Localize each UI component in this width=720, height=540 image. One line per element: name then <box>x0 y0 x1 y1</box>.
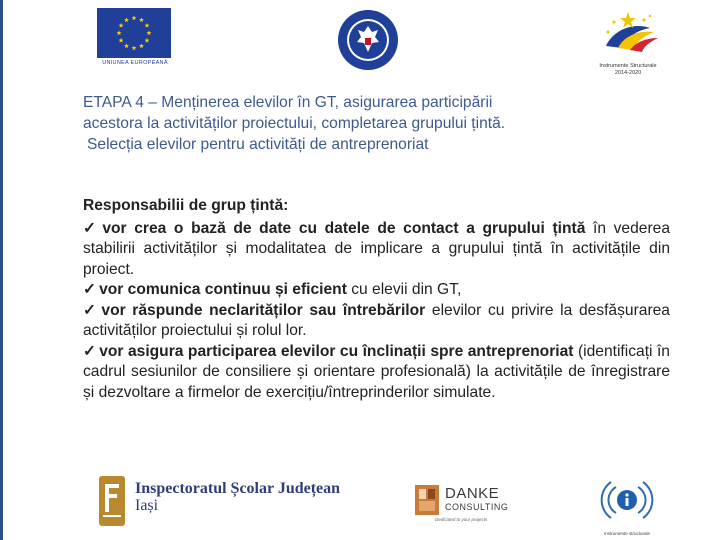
item4-rest: (identificați în cadrul sesiunilor de consiliere și orientare profesională) la activitățile de înregistrare și dezvoltare a firmelor de exercițiu/întreprinderilor simulate. <box>83 342 670 401</box>
check-icon: ✓ <box>83 342 97 360</box>
danke-tagline: Dedicated to your projects <box>435 517 488 522</box>
eu-flag-icon <box>97 8 171 58</box>
item2-rest: cu elevii din GT, <box>351 281 462 298</box>
title-line-3: Selecția elevilor pentru activități de antreprenoriat <box>87 136 429 153</box>
item2-bold: vor comunica continuu și eficient <box>99 281 347 298</box>
eu-caption: UNIUNEA EUROPEANĂ <box>102 60 168 66</box>
responsible-heading: Responsabilii de grup țintă: <box>83 197 289 214</box>
danke-name: DANKE <box>445 485 500 502</box>
danke-mark-icon <box>413 483 441 517</box>
list-item <box>83 342 670 404</box>
item3-rest: elevilor cu privire la desfășurarea activităților proiectului și rolul lor. <box>83 301 670 339</box>
check-icon: ✓ <box>83 219 100 237</box>
government-logo <box>336 8 400 72</box>
info-point-logo <box>597 474 657 534</box>
danke-logo <box>413 481 509 531</box>
list-item <box>83 301 670 342</box>
romanian-government-seal-icon <box>336 8 400 72</box>
list-item <box>83 280 670 301</box>
isj-line2: Iași <box>135 497 159 514</box>
check-icon: ✓ <box>83 301 99 319</box>
isj-name <box>135 480 340 514</box>
structural-instruments-logo <box>588 8 668 76</box>
isj-line1: Inspectoratul Școlar Județean <box>135 480 341 497</box>
list-item <box>83 219 670 281</box>
isj-logo <box>97 474 341 530</box>
danke-sub: CONSULTING <box>445 502 509 512</box>
check-icon: ✓ <box>83 281 97 298</box>
structural-instruments-star-icon <box>588 8 668 58</box>
structural-instruments-caption-line2: 2014-2020 <box>614 70 642 76</box>
info-caption: Instrumente structurale <box>603 531 651 536</box>
item4-bold: vor asigura participarea elevilor cu înclinații spre antreprenoriat <box>99 342 574 360</box>
eu-logo <box>97 8 173 70</box>
info-point-icon <box>597 474 657 526</box>
slide-title <box>83 92 683 155</box>
item3-bold: vor răspunde neclarităților sau întrebărilor <box>101 301 426 319</box>
title-line-2: acestora la activităților proiectului, completarea grupului țintă. <box>83 115 506 132</box>
item1-bold: vor crea o bază de date cu datele de contact a grupului țintă <box>102 219 586 237</box>
title-line-1: ETAPA 4 – Menținerea elevilor în GT, asigurarea participării <box>83 94 493 111</box>
structural-instruments-caption-line1: Instrumente Structurale <box>599 63 657 69</box>
slide-accent-bar <box>0 0 3 540</box>
isj-emblem-icon <box>97 474 129 528</box>
item1-rest: în vederea stabilirii activităților și modalitatea de implicare a grupului țintă în activitățile din proiect. <box>83 219 670 278</box>
slide-body <box>83 196 670 403</box>
